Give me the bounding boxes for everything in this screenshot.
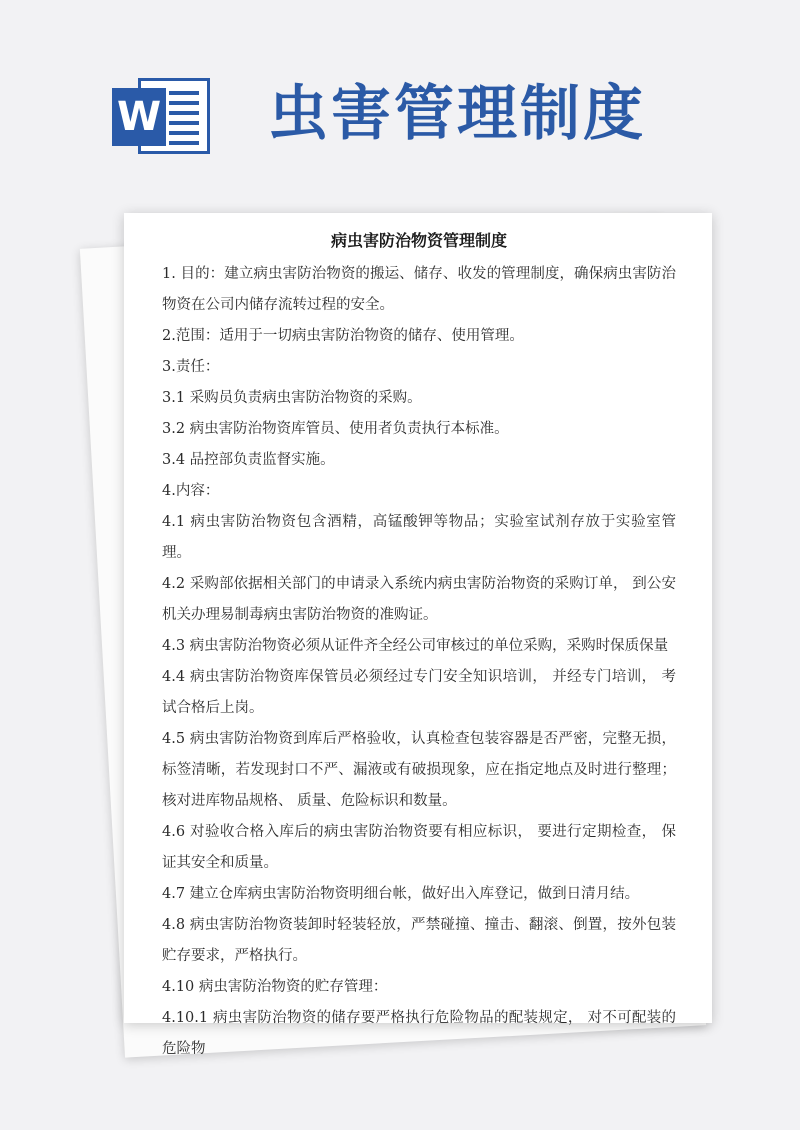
paragraph-4-2: 4.2 采购部依据相关部门的申请录入系统内病虫害防治物资的采购订单， 到公安机关办理易制毒病虫害防治物资的准购证。 (162, 576, 676, 623)
document-title: 病虫害防治物资管理制度 (330, 231, 507, 250)
paragraph-4-7: 4.7 建立仓库病虫害防治物资明细台帐，做好出入库登记，做到日清月结。 (162, 886, 640, 902)
paragraph-4-4: 4.4 病虫害防治物资库保管员必须经过专门安全知识培训， 并经专门培训， 考试合格后上岗。 (162, 669, 676, 716)
paragraph-4-10: 4.10 病虫害防治物资的贮存管理： (162, 979, 388, 995)
paragraph-4-8: 4.8 病虫害防治物资装卸时轻装轻放，严禁碰撞、撞击、翻滚、倒置，按外包装贮存要求，严格执行。 (162, 917, 676, 964)
paragraph-3-1: 3.1 采购员负责病虫害防治物资的采购。 (162, 390, 422, 406)
page-title: 虫害管理制度 (268, 79, 646, 149)
word-w-badge: W (112, 88, 166, 146)
paragraph-4-6: 4.6 对验收合格入库后的病虫害防治物资要有相应标识， 要进行定期检查， 保证其安全和质量。 (162, 824, 676, 871)
paragraph-purpose: 1. 目的：建立病虫害防治物资的搬运、储存、收发的管理制度，确保病虫害防治物资在公司内储存流转过程的安全。 (162, 266, 676, 313)
paragraph-responsibility-heading: 3.责任： (162, 359, 220, 375)
paragraph-3-2: 3.2 病虫害防治物资库管员、使用者负责执行本标准。 (162, 421, 509, 437)
paragraph-scope: 2.范围：适用于一切病虫害防治物资的储存、使用管理。 (162, 328, 524, 344)
paragraph-3-4: 3.4 品控部负责监督实施。 (162, 452, 335, 468)
paragraph-4-10-1: 4.10.1 病虫害防治物资的储存要严格执行危险物品的配装规定， 对不可配装的危险物 (162, 1010, 676, 1057)
word-document-icon (112, 74, 214, 158)
document-page (124, 213, 712, 1057)
paragraph-content-heading: 4.内容： (162, 483, 220, 499)
paragraph-4-1: 4.1 病虫害防治物资包含酒精，高锰酸钾等物品；实验室试剂存放于实验室管理。 (162, 514, 676, 561)
paragraph-4-5: 4.5 病虫害防治物资到库后严格验收，认真检查包装容器是否严密，完整无损，标签清晰，若发现封口不严、漏液或有破损现象，应在指定地点及时进行整理；核对进库物品规格、 质量、危险标识和数量。 (162, 731, 676, 809)
paragraph-4-3: 4.3 病虫害防治物资必须从证件齐全经公司审核过的单位采购，采购时保质保量 (162, 638, 669, 654)
